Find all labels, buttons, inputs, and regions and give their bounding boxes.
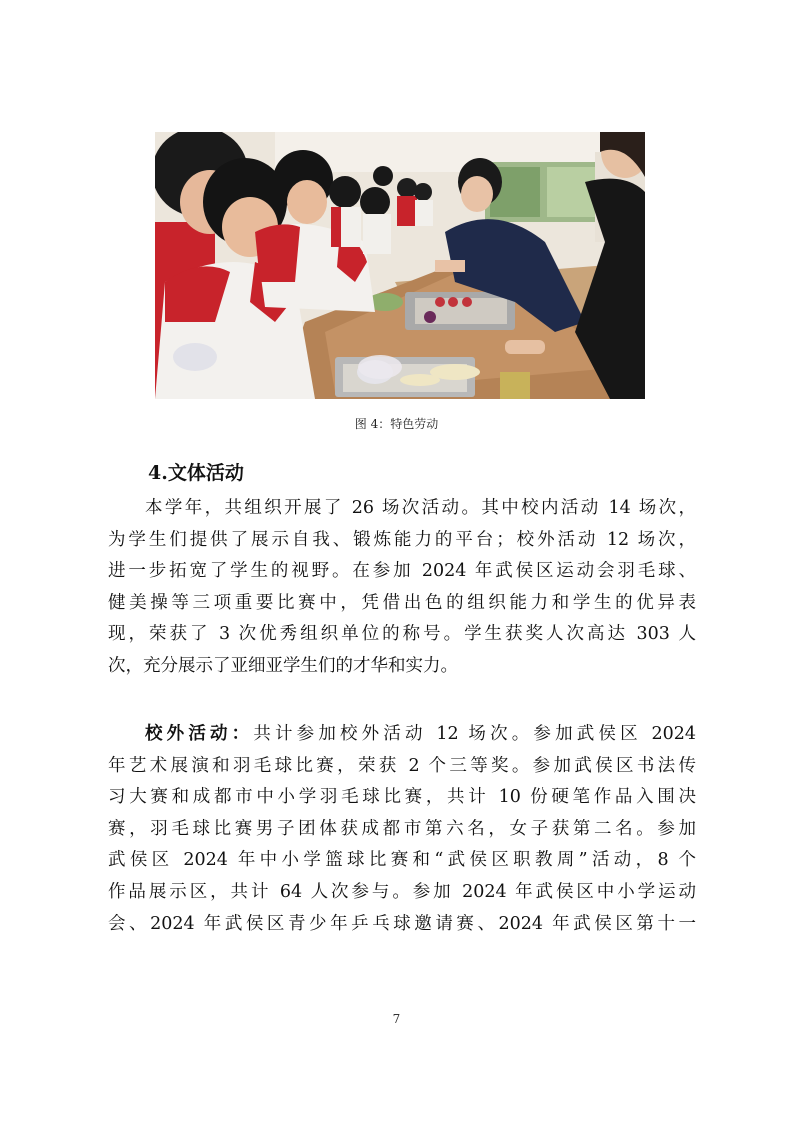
paragraph-summary xyxy=(108,493,696,683)
text-line: 本学年，共组织开展了 26 场次活动。其中校内活动 14 场次， xyxy=(145,498,696,518)
text-line: 会、2024 年武侯区青少年乒乓球邀请赛、2024 年武侯区第十一 xyxy=(108,913,696,934)
text-line: 武侯区 2024 年中小学篮球比赛和“武侯区职教周”活动，8 个 xyxy=(108,850,696,871)
text-line: 次，充分展示了亚细亚学生们的才华和实力。 xyxy=(108,655,458,676)
text-line: 为学生们提供了展示自我、锻炼能力的平台；校外活动 12 场次， xyxy=(108,529,696,550)
text-line: 进一步拓宽了学生的视野。在参加 2024 年武侯区运动会羽毛球、 xyxy=(108,561,696,582)
page-number: 7 xyxy=(392,1012,401,1026)
text-line: 作品展示区，共计 64 人次参与。参加 2024 年武侯区中小学运动 xyxy=(108,881,696,902)
section-heading: 4.文体活动 xyxy=(148,462,244,484)
text-line: 习大赛和成都市中小学羽毛球比赛，共计 10 份硬笔作品入围决 xyxy=(108,787,696,808)
activity-photo xyxy=(155,132,645,399)
text-line: 健美操等三项重要比赛中，凭借出色的组织能力和学生的优异表 xyxy=(108,592,696,613)
paragraph-lead: 校外活动： xyxy=(145,724,254,744)
text-line: 现，荣获了 3 次优秀组织单位的称号。学生获奖人次高达 303 人 xyxy=(108,624,696,645)
text-line: 赛，羽毛球比赛男子团体获成都市第六名，女子获第二名。参加 xyxy=(108,818,696,839)
figure-caption: 图 4：特色劳动 xyxy=(354,417,439,431)
paragraph-external-activities xyxy=(108,719,696,940)
text-line-rest: 共计参加校外活动 12 场次。参加武侯区 2024 xyxy=(253,724,696,744)
text-line: 年艺术展演和羽毛球比赛，荣获 2 个三等奖。参加武侯区书法传 xyxy=(108,755,696,776)
text-line xyxy=(108,719,696,751)
